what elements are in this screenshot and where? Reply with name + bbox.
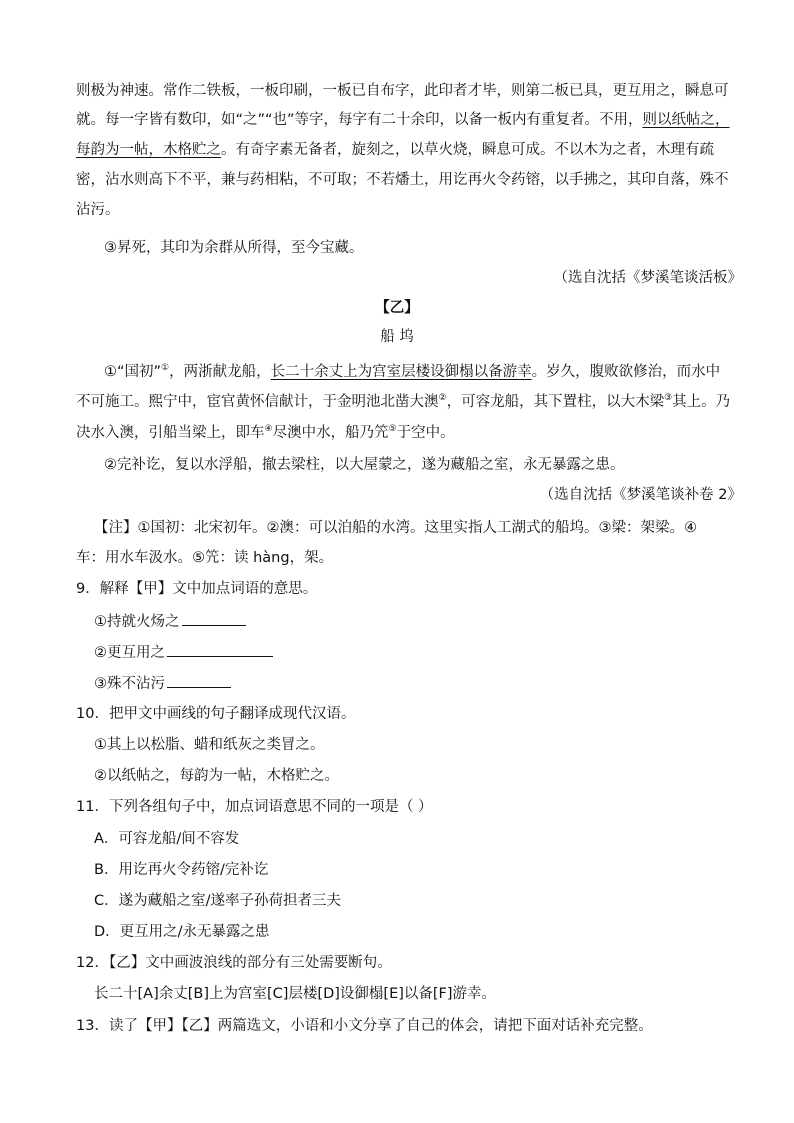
question-12: 12．【乙】文中画波浪线的部分有三处需要断句。 [76,955,392,971]
yi-paragraph-2: ②完补讫，复以水浮船，撤去梁柱，以大屋蒙之，遂为藏船之室，永无暴露之患。 [104,457,625,473]
question-11-option-a: A．可容龙船/间不容发 [94,831,240,847]
question-11-option-c: C．遂为藏船之室/遂率子孙荷担者三夫 [94,893,342,909]
question-9-item-3 [94,672,231,694]
footnote-marker: ④ [264,424,273,435]
yi-text: 不可施工。熙宁中，宦官黄怀信献计，于金明池北凿大澳 [76,394,439,410]
yi-heading: 【乙】 [375,300,419,316]
jia-line-1: 则极为神速。常作二铁板，一板印刷，一板已自布字，此印者才毕，则第二板已具，更互用之，瞬息可 [76,83,729,99]
yi-text: ，两浙献龙船， [169,364,271,380]
question-10-item-1: ①其上以松脂、蜡和纸灰之类冒之。 [94,737,325,753]
jia-line-4: 密，沾水则高下不平，兼与药相粘，不可取；不若燔土，用讫再火令药镕，以手拂之，其印自落，殊不 [76,172,729,188]
question-10: 10．把甲文中画线的句子翻译成现代汉语。 [76,706,356,722]
answer-blank[interactable] [167,672,231,688]
jia-line-3-text: 。有奇字素无备者，旋刻之，以草火烧，瞬息可成。不以木为之者，木理有疏 [221,142,714,158]
yi-text: 其上。乃 [672,394,731,410]
jia-line-2 [76,110,730,130]
jia-paragraph-3: ③昇死，其印为余群从所得，至今宝藏。 [104,240,364,256]
yi-text: 尽澳中水，船乃笐 [272,425,389,441]
footnote-marker: ① [161,363,170,374]
jia-line-5: 沾污。 [76,202,120,218]
question-9: 9．解释【甲】文中加点词语的意思。 [76,581,318,597]
footnote-marker: ③ [664,393,673,404]
q9-item-text: ②更互用之 [94,645,165,661]
jia-underlined-sentence-part1: 则以纸帖之， [642,112,730,128]
question-10-item-2: ②以纸帖之，每韵为一帖，木格贮之。 [94,768,339,784]
question-9-item-2 [94,641,273,663]
question-11-option-d: D．更互用之/永无暴露之患 [94,924,270,940]
footnote-marker: ⑤ [388,424,397,435]
yi-underlined-sentence: 长二十余丈上为宫室层楼设御榻以备游幸 [270,364,532,380]
jia-source: （选自沈括《梦溪笔谈活板》 [553,270,742,286]
question-11: 11．下列各组句子中，加点词语意思不同的一项是（ ） [76,799,433,815]
q9-item-text: ③殊不沾污 [94,676,165,692]
jia-line-2-text: 就。每一字皆有数印，如“之”“也”等字，每字有二十余印，以备一板内有重复者。不用， [76,112,643,128]
yi-line-2 [76,392,730,412]
annotation-line-1: 【注】①国初：北宋初年。②澳：可以泊船的水湾。这里实指人工湖式的船坞。③梁：架梁。④ [94,520,697,536]
yi-text: 决水入澳，引船当梁上，即车 [76,425,265,441]
yi-line-1 [104,362,720,382]
question-9-item-1 [94,610,246,632]
answer-blank[interactable] [182,610,246,626]
q9-item-text: ①持就火炀之 [94,614,180,630]
annotation-line-2: 车：用水车汲水。⑤笐：读 hàng，架。 [76,550,334,566]
yi-text: 。岁久，腹败欲修治，而水中 [531,364,721,380]
yi-source: （选自沈括《梦溪笔谈补卷 2》 [539,487,742,503]
footnote-marker: ② [438,393,447,404]
yi-title: 船 坞 [380,329,414,345]
yi-text: 于空中。 [396,425,455,441]
jia-line-3 [76,140,714,160]
jia-underlined-sentence-part2: 每韵为一帖，木格贮之 [76,142,221,158]
question-13: 13．读了【甲】【乙】两篇选文，小语和小文分享了自己的体会，请把下面对话补充完整。 [76,1018,653,1034]
answer-blank[interactable] [167,641,273,657]
yi-line-3 [76,423,455,443]
question-12-sentence: 长二十[A]余丈[B]上为宫室[C]层楼[D]设御榻[E]以备[F]游幸。 [94,986,497,1002]
question-11-option-b: B．用讫再火令药镕/完补讫 [94,862,269,878]
yi-text: ①“国初” [104,364,162,380]
yi-text: ，可容龙船，其下置柱，以大木梁 [446,394,665,410]
